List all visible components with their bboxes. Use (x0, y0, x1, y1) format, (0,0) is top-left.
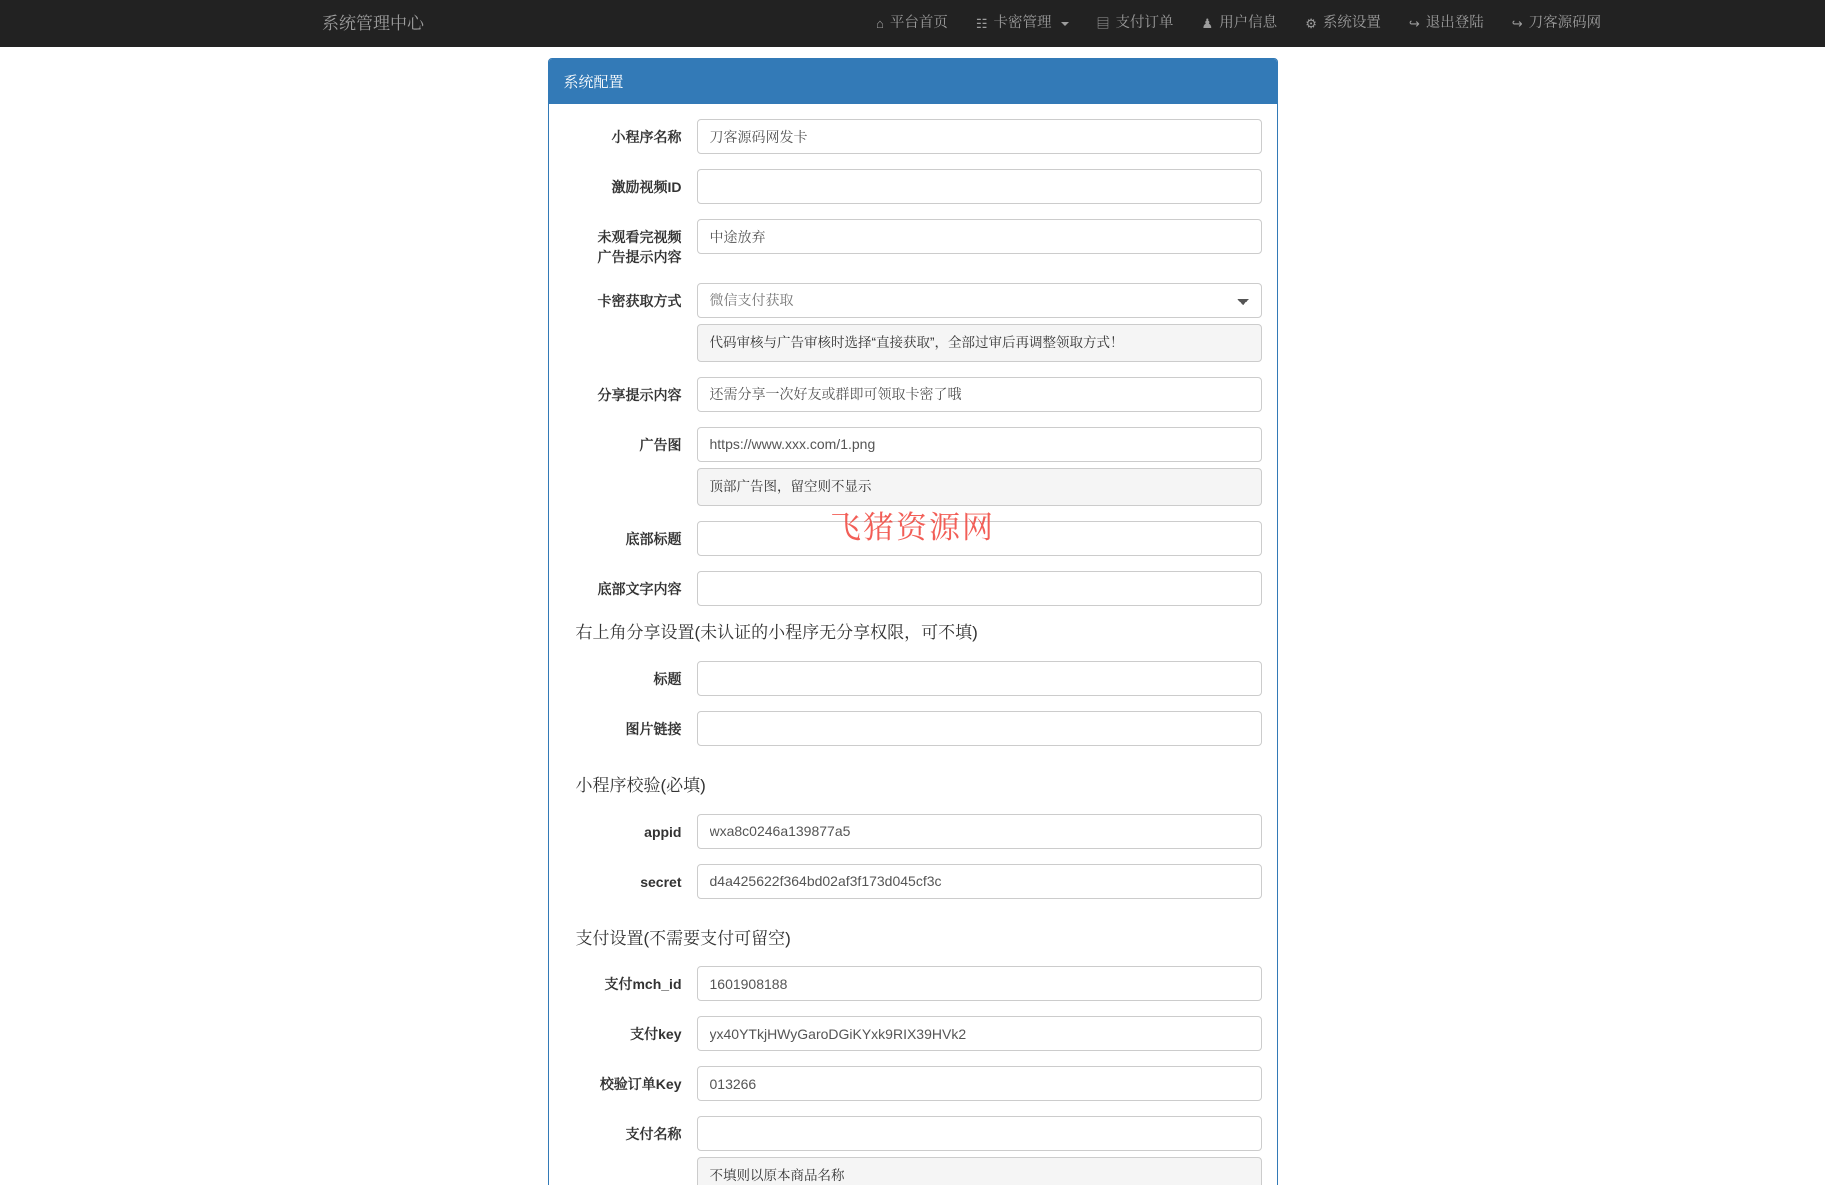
ad-image-field-wrap (697, 427, 1262, 506)
panel-body (549, 104, 1277, 1185)
form-row-appid (564, 814, 1262, 849)
home-icon: ⌂ (876, 16, 884, 31)
share-title-input[interactable] (697, 661, 1262, 696)
form-row-verify-order-key (564, 1066, 1262, 1101)
share-image-url-input[interactable] (697, 711, 1262, 746)
verify-order-key-input[interactable] (697, 1066, 1262, 1101)
pay-key-label: 支付key (630, 1026, 682, 1043)
nav-item-pay-orders[interactable] (1083, 0, 1188, 47)
nav-item-home[interactable] (862, 0, 962, 47)
get-method-label: 卡密获取方式 (597, 292, 682, 309)
form-row-footer-title (564, 521, 1262, 556)
form-row-share-title (564, 661, 1262, 696)
nav-item-external-site[interactable] (1498, 0, 1615, 47)
grid-icon: ☷ (975, 16, 988, 31)
system-config-panel (548, 58, 1278, 1185)
share-tip-input[interactable] (697, 377, 1262, 412)
footer-title-input[interactable] (697, 521, 1262, 556)
form-row-ad-image (564, 427, 1262, 506)
nav-item-home-label: 平台首页 (889, 15, 948, 31)
get-method-help-text: 代码审核与广告审核时选择“直接获取”，全部过审后再调整领取方式！ (697, 324, 1262, 362)
form-row-pay-key (564, 1016, 1262, 1051)
user-icon: ♟ (1201, 16, 1214, 31)
app-name-field-wrap (697, 119, 1262, 154)
nav-items (862, 0, 1615, 47)
form-row-pay-mch-id (564, 966, 1262, 1001)
pay-name-field-wrap (697, 1116, 1262, 1185)
form-row-reward-video-id (564, 169, 1262, 204)
share-image-url-label: 图片链接 (625, 720, 682, 737)
verify-section-title: 小程序校验(必填) (575, 775, 706, 795)
secret-label: secret (640, 873, 682, 890)
panel-title: 系统配置 (549, 59, 1277, 104)
gear-icon: ⚙ (1305, 16, 1317, 31)
form-row-app-name (564, 119, 1262, 154)
share-title-label: 标题 (653, 670, 682, 687)
nav-item-pay-orders-label: 支付订单 (1115, 15, 1174, 31)
form-row-pay-name (564, 1116, 1262, 1185)
appid-label: appid (644, 823, 682, 840)
form-row-get-method (564, 283, 1262, 362)
chevron-down-icon (1061, 22, 1069, 26)
pay-mch-id-label: 支付mch_id (604, 976, 682, 993)
app-name-label: 小程序名称 (611, 129, 682, 145)
footer-text-input[interactable] (697, 571, 1262, 606)
appid-input[interactable] (697, 814, 1262, 849)
logout-icon: ↪ (1408, 16, 1420, 31)
share-section-title: 右上角分享设置(未认证的小程序无分享权限，可不填) (575, 623, 978, 643)
nav-item-logout-label: 退出登陆 (1425, 15, 1484, 31)
form-row-share-image-url (564, 711, 1262, 746)
get-method-select[interactable] (697, 283, 1262, 318)
pay-name-input[interactable] (697, 1116, 1262, 1151)
nav-item-user-info[interactable] (1188, 0, 1292, 47)
nav-item-logout[interactable] (1395, 0, 1498, 47)
form-row-share-tip (564, 377, 1262, 412)
page-wrapper (0, 47, 1825, 1185)
reward-video-id-label: 激励视频ID (611, 179, 682, 195)
unwatched-tip-field-wrap (697, 219, 1262, 254)
footer-title-label: 底部标题 (625, 531, 682, 548)
form-row-unwatched-tip (564, 219, 1262, 268)
unwatched-tip-label-line1: 未观看完视频 (597, 229, 682, 245)
pay-key-input[interactable] (697, 1016, 1262, 1051)
pay-key-field-wrap (697, 1016, 1262, 1051)
pay-name-help-text: 不填则以原本商品名称 (697, 1157, 1262, 1185)
nav-item-card-management-label: 卡密管理 (993, 15, 1052, 31)
form-row-footer-text (564, 571, 1262, 606)
nav-item-card-management[interactable] (962, 0, 1083, 47)
ad-image-help-text: 顶部广告图，留空则不显示 (697, 468, 1262, 506)
share-tip-label: 分享提示内容 (597, 386, 682, 403)
share-title-field-wrap (697, 661, 1262, 696)
footer-text-label: 底部文字内容 (597, 581, 682, 598)
unwatched-tip-input[interactable] (697, 219, 1262, 254)
appid-field-wrap (697, 814, 1262, 849)
card-icon: ▤ (1096, 16, 1110, 31)
form-row-secret (564, 864, 1262, 899)
ad-image-label: 广告图 (639, 436, 682, 453)
share-image-url-field-wrap (697, 711, 1262, 746)
nav-item-system-settings[interactable] (1291, 0, 1395, 47)
footer-text-field-wrap (697, 571, 1262, 606)
share-tip-field-wrap (697, 377, 1262, 412)
secret-field-wrap (697, 864, 1262, 899)
secret-input[interactable] (697, 864, 1262, 899)
watermark: 飞猪资源网 (830, 510, 995, 545)
footer-title-field-wrap (697, 521, 1262, 556)
pay-name-label: 支付名称 (625, 1126, 682, 1143)
pay-section-title: 支付设置(不需要支付可留空) (575, 928, 791, 948)
nav-item-user-info-label: 用户信息 (1219, 15, 1278, 31)
reward-video-id-input[interactable] (697, 169, 1262, 204)
unwatched-tip-label (564, 219, 697, 268)
nav-item-external-site-label: 刀客源码网 (1528, 15, 1602, 31)
external-link-icon: ↪ (1511, 16, 1523, 31)
verify-order-key-field-wrap (697, 1066, 1262, 1101)
top-navbar (0, 0, 1825, 47)
brand-link[interactable]: 系统管理中心 (322, 14, 424, 33)
pay-mch-id-field-wrap (697, 966, 1262, 1001)
ad-image-input[interactable] (697, 427, 1262, 462)
get-method-field-wrap (697, 283, 1262, 362)
reward-video-id-field-wrap (697, 169, 1262, 204)
pay-mch-id-input[interactable] (697, 966, 1262, 1001)
app-name-input[interactable] (697, 119, 1262, 154)
nav-item-system-settings-label: 系统设置 (1322, 15, 1381, 31)
unwatched-tip-label-line2: 广告提示内容 (597, 249, 682, 266)
verify-order-key-label: 校验订单Key (599, 1076, 682, 1093)
